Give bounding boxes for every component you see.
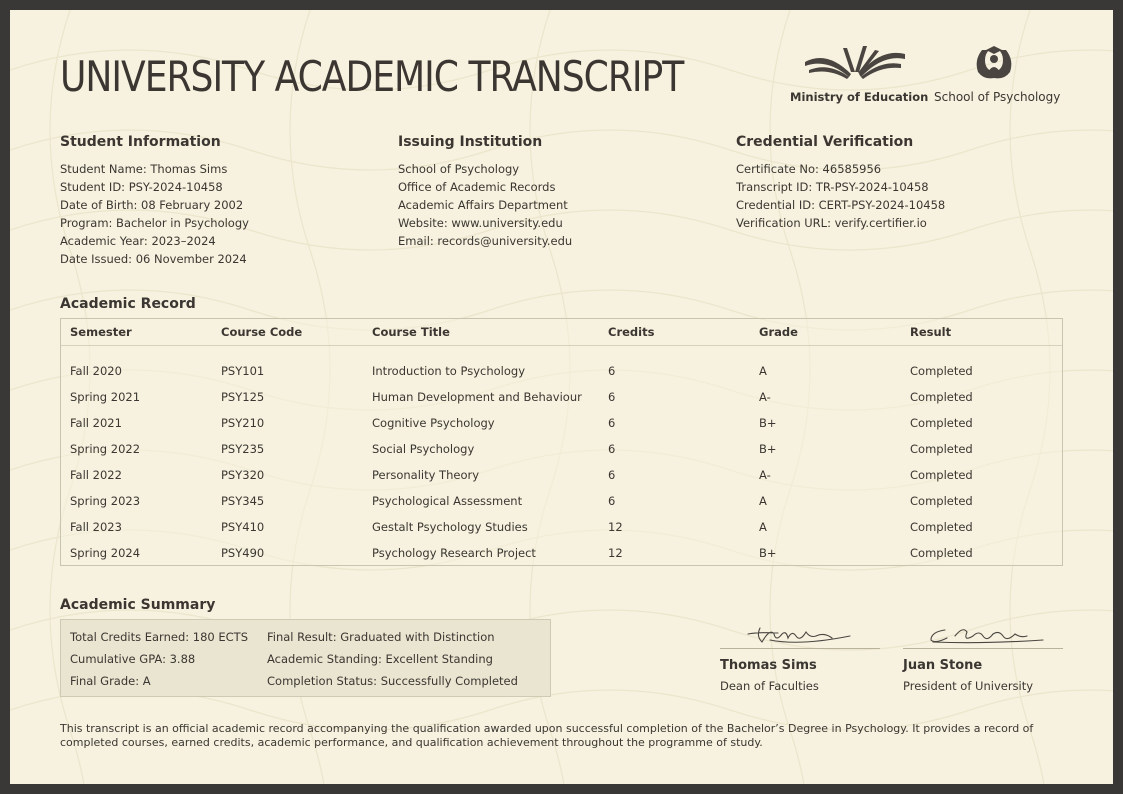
cell-course-code: PSY345 [221,494,265,508]
cell-semester: Fall 2022 [70,468,122,482]
student-name: Student Name: Thomas Sims [60,162,228,176]
signature-block-president [903,622,1063,693]
cell-result: Completed [910,442,973,456]
cell-semester: Spring 2022 [70,442,141,456]
cell-semester: Spring 2023 [70,494,141,508]
signature-line [903,648,1063,649]
cell-course-title: Gestalt Psychology Studies [372,520,528,534]
institution-office: Office of Academic Records [398,180,556,194]
ministry-logo-caption: Ministry of Education [790,90,929,104]
table-row [61,540,1062,566]
credential-verification [736,134,1036,232]
cell-grade: A- [759,390,771,404]
cell-credits: 6 [608,468,616,482]
cell-semester: Fall 2020 [70,364,122,378]
cell-grade: A [759,520,767,534]
transcript-footer-note: This transcript is an official academic record accompanying the qualification awarded upon successful completion of the Bachelor’s Degree in Psychology. It provides a record of completed courses, earned credits, academic performance, and qualification achievement throughout the programme of study. [60,722,1034,749]
date-issued: Date Issued: 06 November 2024 [60,252,247,266]
academic-summary-box [60,619,551,697]
cell-grade: A- [759,468,771,482]
cell-result: Completed [910,546,973,560]
cell-credits: 6 [608,442,616,456]
date-of-birth: Date of Birth: 08 February 2002 [60,198,244,212]
completion-status: Completion Status: Successfully Completed [267,674,518,688]
cell-semester: Fall 2021 [70,416,122,430]
table-header-row [61,319,1062,346]
cell-course-code: PSY410 [221,520,265,534]
document-title: UNIVERSITY ACADEMIC TRANSCRIPT [60,52,684,101]
cell-semester: Spring 2024 [70,546,141,560]
program: Program: Bachelor in Psychology [60,216,249,230]
cumulative-gpa: Cumulative GPA: 3.88 [70,652,196,666]
table-row [61,384,1062,410]
institution-email: Email: records@university.edu [398,234,573,248]
cell-course-code: PSY210 [221,416,265,430]
president-signature [903,622,1063,646]
cell-course-title: Psychology Research Project [372,546,536,560]
column-header-course-code: Course Code [221,325,303,339]
total-credits: Total Credits Earned: 180 ECTS [70,630,249,644]
psychology-head-icon [972,46,1016,80]
cell-credits: 6 [608,494,616,508]
cell-result: Completed [910,468,973,482]
issuing-institution [398,134,698,250]
cell-grade: A [759,494,767,508]
cell-course-code: PSY125 [221,390,265,404]
column-header-course-title: Course Title [372,325,450,339]
cell-course-code: PSY101 [221,364,265,378]
cell-result: Completed [910,390,973,404]
student-information [60,134,360,268]
final-grade: Final Grade: A [70,674,151,688]
school-logo-caption: School of Psychology [934,90,1061,104]
signatory-role: President of University [903,679,1034,693]
cell-result: Completed [910,520,973,534]
ministry-logo [790,46,929,104]
table-row [61,462,1062,488]
credential-verification-heading: Credential Verification [736,134,914,150]
student-information-heading: Student Information [60,134,221,150]
academic-year: Academic Year: 2023–2024 [60,234,216,248]
signatory-name: Thomas Sims [720,658,817,673]
signatory-name: Juan Stone [903,658,983,673]
cell-credits: 12 [608,546,623,560]
cell-credits: 6 [608,416,616,430]
column-header-credits: Credits [608,325,655,339]
issuing-institution-heading: Issuing Institution [398,134,543,150]
cell-course-title: Social Psychology [372,442,475,456]
cell-grade: B+ [759,546,777,560]
cell-credits: 6 [608,390,616,404]
cell-grade: B+ [759,416,777,430]
academic-record-table [60,318,1063,566]
table-row [61,488,1062,514]
transcript-id: Transcript ID: TR-PSY-2024-10458 [736,180,929,194]
cell-course-code: PSY490 [221,546,265,560]
institution-department: Academic Affairs Department [398,198,568,212]
table-row [61,358,1062,384]
dean-signature [720,622,880,646]
cell-semester: Fall 2023 [70,520,122,534]
academic-record-heading: Academic Record [60,296,196,312]
transcript-page [10,10,1113,784]
signatory-role: Dean of Faculties [720,679,819,693]
cell-course-title: Introduction to Psychology [372,364,526,378]
final-result: Final Result: Graduated with Distinction [267,630,495,644]
cell-semester: Spring 2021 [70,390,141,404]
cell-course-title: Psychological Assessment [372,494,523,508]
cell-course-code: PSY320 [221,468,265,482]
cell-grade: B+ [759,442,777,456]
cell-result: Completed [910,416,973,430]
certificate-number: Certificate No: 46585956 [736,162,882,176]
cell-course-code: PSY235 [221,442,265,456]
institution-website: Website: www.university.edu [398,216,563,230]
signature-block-dean [720,622,880,693]
column-header-grade: Grade [759,325,798,339]
school-logo [934,46,1061,104]
verification-url: Verification URL: verify.certifier.io [736,216,927,230]
table-row [61,410,1062,436]
cell-credits: 12 [608,520,623,534]
table-row [61,514,1062,540]
column-header-semester: Semester [70,325,132,339]
institution-school: School of Psychology [398,162,520,176]
open-book-icon [803,46,907,80]
credential-id: Credential ID: CERT-PSY-2024-10458 [736,198,946,212]
column-header-result: Result [910,325,952,339]
cell-result: Completed [910,364,973,378]
signature-line [720,648,880,649]
cell-course-title: Human Development and Behaviour [372,390,582,404]
cell-grade: A [759,364,767,378]
student-id: Student ID: PSY-2024-10458 [60,180,223,194]
academic-standing: Academic Standing: Excellent Standing [267,652,493,666]
cell-course-title: Cognitive Psychology [372,416,495,430]
cell-credits: 6 [608,364,616,378]
table-row [61,436,1062,462]
cell-course-title: Personality Theory [372,468,480,482]
academic-summary-heading: Academic Summary [60,597,216,613]
cell-result: Completed [910,494,973,508]
